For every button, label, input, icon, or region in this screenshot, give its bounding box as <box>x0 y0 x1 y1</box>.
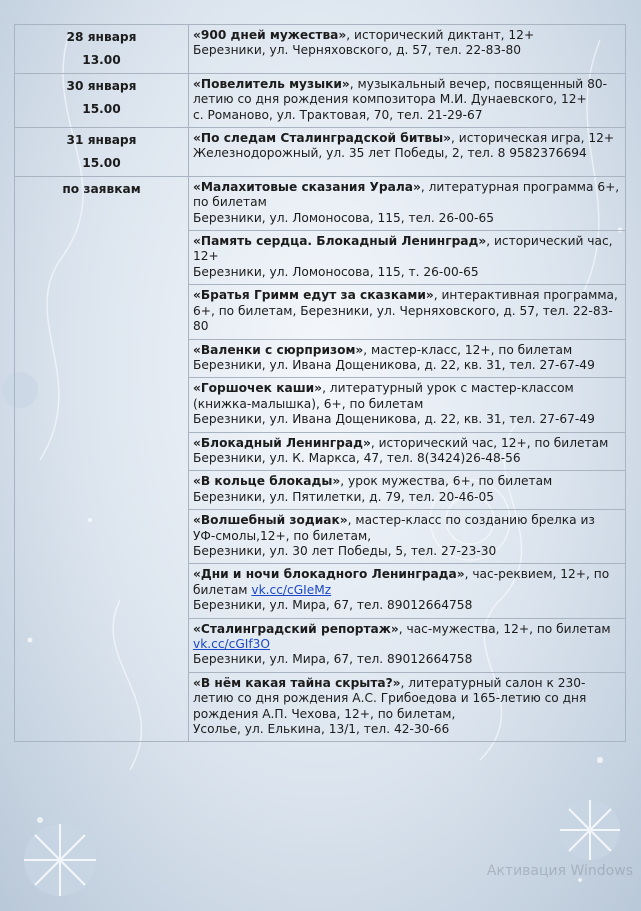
event-description: , литературная программа 6+, по билетам <box>193 179 620 210</box>
event-description: , мастер-класс по созданию брелка из УФ-смолы,12+, по билетам, <box>193 513 595 543</box>
event-title: «В кольце блокады» <box>193 474 341 489</box>
date-cell <box>15 25 189 74</box>
event-address: Березники, ул. Ивана Дощеникова, д. 22, кв. 31, тел. 27-67-49 <box>193 412 595 427</box>
event-time: 15.00 <box>82 102 121 117</box>
event-cell <box>189 25 626 74</box>
event-description: , исторический час, 12+ <box>193 234 613 264</box>
event-link[interactable]: vk.cc/cGIeMz <box>251 582 332 597</box>
event-title: «Повелитель музыки» <box>193 76 350 91</box>
event-cell <box>189 231 626 285</box>
event-cell <box>189 128 626 177</box>
date-cell <box>15 176 189 742</box>
event-cell <box>189 73 626 127</box>
event-description: , историческая игра, 12+ <box>451 131 615 146</box>
table-row <box>15 25 626 74</box>
event-address: Березники, ул. Ломоносова, 115, тел. 26-00-65 <box>193 210 494 225</box>
event-time: 15.00 <box>82 156 121 171</box>
event-cell <box>189 339 626 378</box>
date-cell <box>15 128 189 177</box>
event-address: Березники, ул. Черняховского, д. 57, тел. 22-83-80 <box>193 43 521 58</box>
event-title: «По следам Сталинградской битвы» <box>193 131 452 146</box>
events-schedule-table <box>14 24 626 742</box>
event-address: Березники, ул. Мира, 67, тел. 89012664758 <box>193 598 473 613</box>
table-row <box>15 176 626 230</box>
event-cell <box>189 176 626 230</box>
event-title: «Дни и ночи блокадного Ленинграда» <box>193 567 465 582</box>
event-address: Усолье, ул. Елькина, 13/1, тел. 42-30-66 <box>193 722 450 737</box>
event-title: «Братья Гримм едут за сказками» <box>193 288 434 303</box>
table-row <box>15 128 626 177</box>
event-title: «Сталинградский репортаж» <box>193 621 399 636</box>
event-title: «Блокадный Ленинград» <box>193 435 371 450</box>
event-title: «В нём какая тайна скрыта?» <box>193 675 401 690</box>
event-cell <box>189 618 626 672</box>
event-cell <box>189 564 626 618</box>
event-address: Березники, ул. Ломоносова, 115, т. 26-00-65 <box>193 264 479 279</box>
event-cell <box>189 510 626 564</box>
event-title: «Малахитовые сказания Урала» <box>193 179 421 194</box>
event-date: 28 января <box>66 30 137 44</box>
event-address: Железнодорожный, ул. 35 лет Победы, 2, тел. 8 9582376694 <box>193 146 587 161</box>
event-cell <box>189 378 626 432</box>
date-cell <box>15 73 189 127</box>
event-date: 30 января <box>66 78 137 93</box>
event-date: 31 января <box>66 133 137 148</box>
event-description: , литературный урок с мастер-классом (книжка-малышка), 6+, по билетам <box>193 381 574 411</box>
event-title: «900 дней мужества» <box>193 28 347 42</box>
event-description: , час-реквием, 12+, по билетам <box>193 567 610 597</box>
event-address: Березники, ул. Мира, 67, тел. 89012664758 <box>193 652 473 667</box>
event-cell <box>189 672 626 742</box>
windows-activation-watermark: Активация Windows <box>486 863 633 879</box>
event-address: Березники, ул. К. Маркса, 47, тел. 8(3424)26-48-56 <box>193 450 521 465</box>
event-description: , урок мужества, 6+, по билетам <box>340 474 553 489</box>
event-title: «Волшебный зодиак» <box>193 513 348 528</box>
event-cell <box>189 471 626 510</box>
event-address: Березники, ул. 30 лет Победы, 5, тел. 27-23-30 <box>193 543 497 558</box>
event-title: «Валенки с сюрпризом» <box>193 342 364 357</box>
table-row <box>15 73 626 127</box>
event-description: , час-мужества, 12+, по билетам <box>398 621 611 636</box>
event-link[interactable]: vk.cc/cGIf3O <box>193 637 271 651</box>
event-cell <box>189 432 626 471</box>
event-description: , мастер-класс, 12+, по билетам <box>363 342 573 357</box>
event-title: «Горшочек каши» <box>193 381 323 396</box>
event-title: «Память сердца. Блокадный Ленинград» <box>193 234 487 249</box>
event-address: с. Романово, ул. Трактовая, 70, тел. 21-29-67 <box>193 107 483 122</box>
event-time: 13.00 <box>82 53 121 68</box>
event-description: , музыкальный вечер, посвященный 80-летию со дня рождения композитора М.И. Дунаевского, 12+ <box>193 76 607 107</box>
event-address: Березники, ул. Ивана Дощеникова, д. 22, кв. 31, тел. 27-67-49 <box>193 357 595 372</box>
event-description: , исторический диктант, 12+ <box>346 28 535 42</box>
event-date: по заявкам <box>62 181 141 196</box>
event-description: , исторический час, 12+, по билетам <box>370 435 609 450</box>
event-address: Березники, ул. Пятилетки, д. 79, тел. 20-46-05 <box>193 489 495 504</box>
event-description: , интерактивная программа, 6+, по билетам, Березники, ул. Черняховского, д. 57, тел. 22-83-80 <box>193 288 618 334</box>
event-description: , литературный салон к 230-летию со дня рождения А.С. Грибоедова и 165-летию со дня рождения А.П. Чехова, 12+, по билетам, <box>193 675 587 721</box>
event-cell <box>189 285 626 339</box>
